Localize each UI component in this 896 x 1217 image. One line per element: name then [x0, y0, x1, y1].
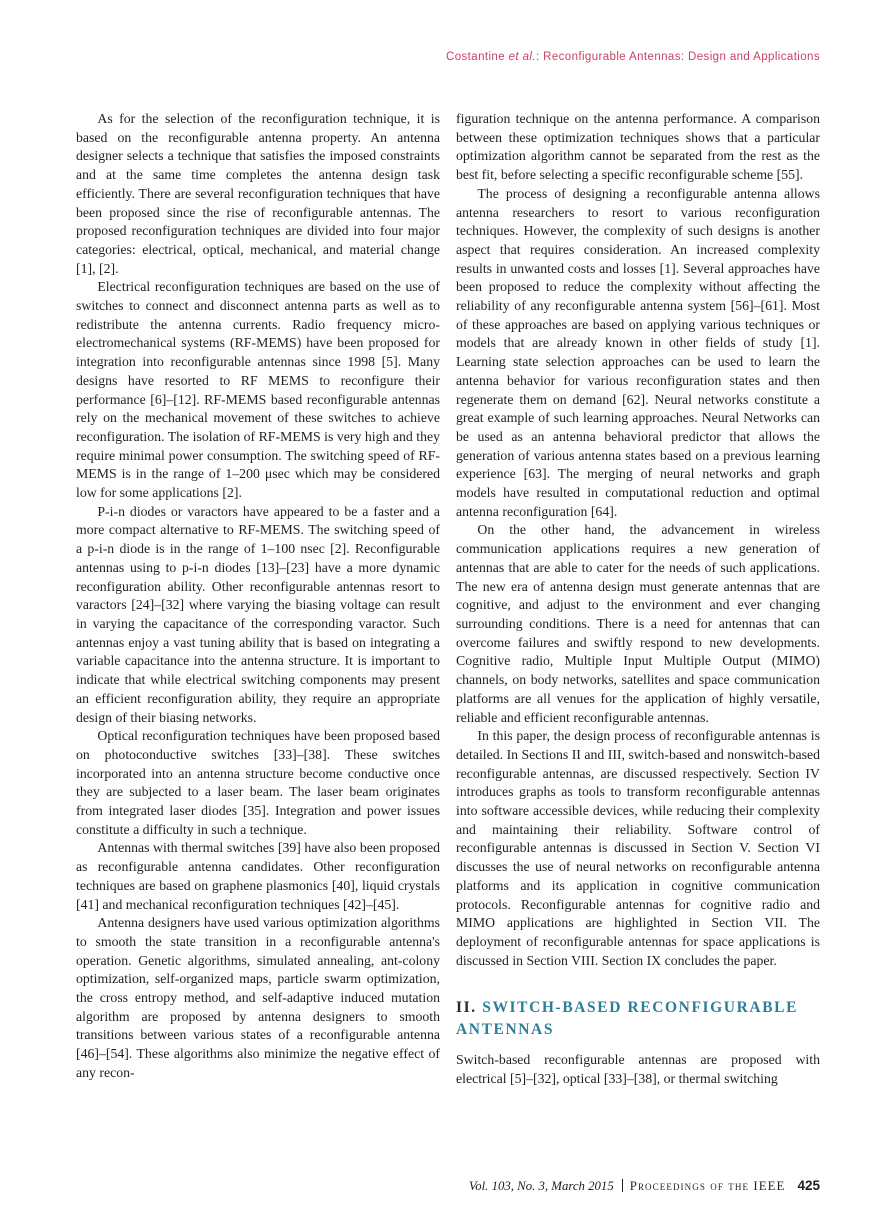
paragraph: Switch-based reconfigurable antennas are proposed with electrical [5]–[32], optical [33]–[38], or thermal switching: [456, 1052, 820, 1087]
paragraph: On the other hand, the advancement in wireless communication applications requires a new generation of antennas that are able to cater for the needs of such applications. The new era of antenna design must generate antennas that are cognitive, and adjust to the environment and ever changing surrounding conditions. There is a need for antennas that can overcome failures and swiftly respond to new developments. Cognitive radio, Multiple Input Multiple Output (MIMO) channels, on body networks, satellites and space communication platforms are all venues for the application of highly versatile, reliable and efficient reconfigurable antennas.: [456, 522, 820, 725]
section-number: II.: [456, 999, 483, 1017]
running-head-author: Costantine: [446, 51, 509, 63]
paragraph: figuration technique on the antenna performance. A comparison between these optimization techniques shows that a particular optimization algorithm cannot be separated from the rest as the best fit, before selecting a specific reconfigurable scheme [55].: [456, 111, 820, 183]
article-body: [76, 110, 820, 1089]
running-head-title: : Reconfigurable Antennas: Design and Applications: [535, 51, 820, 63]
paragraph: Optical reconfiguration techniques have been proposed based on photoconductive switches [33]–[38]. These switches incorporated into an antenna structure become conductive once they are subjected to a laser beam. The laser beam originates from integrated laser diodes [35]. Integration and power issues constitute a difficulty in such a technique.: [76, 728, 440, 837]
footer-volume-info: Vol. 103, No. 3, March 2015: [468, 1179, 614, 1193]
footer-journal-name: Proceedings of the IEEE: [629, 1179, 786, 1193]
paragraph: Antenna designers have used various optimization algorithms to smooth the state transition in a reconfigurable antenna's operation. Genetic algorithms, simulated annealing, ant-colony optimization, self-organized maps, particle swarm optimization, the cross entropy method, and self-adaptive induced mutation algorithm are proposed by antenna designers to smooth transitions between various states of a reconfigurable antenna [46]–[54]. These algorithms also minimize the negative effect of any recon-: [76, 915, 440, 1080]
section-title: SWITCH-BASED RECONFIGURABLE ANTENNAS: [456, 999, 799, 1038]
paragraph: As for the selection of the reconfiguration technique, it is based on the reconfigurable antenna property. An antenna designer selects a technique that satisfies the imposed constraints and at the same time completes the antenna design task efficiently. There are several reconfiguration techniques that have been proposed since the rise of reconfigurable antennas. The proposed reconfiguration techniques are divided into four major categories: electrical, optical, mechanical, and material change [1], [2].: [76, 111, 440, 276]
page-footer: [469, 1178, 820, 1194]
footer-divider: [622, 1179, 623, 1192]
paragraph: Antennas with thermal switches [39] have also been proposed as reconfigurable antenna candidates. Other reconfiguration techniques are based on graphene plasmonics [40], liquid crystals [41] and mechanical reconfiguration techniques [42]–[45].: [76, 840, 440, 912]
paragraph: The process of designing a reconfigurable antenna allows antenna researchers to resort to various reconfiguration techniques. However, the complexity of such designs is another aspect that requires consideration. An increased complexity results in unwanted costs and losses [1]. Several approaches have been proposed to reduce the complexity without affecting the reliability of any reconfigurable antenna system [56]–[61]. Most of these approaches are based on applying various techniques or models that are already known in other fields of study [1]. Learning state selection approaches can be used to learn the antenna behavior for various reconfiguration states and then regenerate them on demand [62]. Neural networks constitute a great example of such learning approaches. Neural Networks can be used as an antenna behavioral predictor that allows the generation of various antenna states based on a previous learning experience [63]. The merging of neural networks and graph models have resulted in computational reduction and optimal antenna reconfiguration [64].: [456, 185, 820, 519]
running-head-etal: et al.: [508, 51, 536, 63]
right-column: [456, 110, 820, 1089]
paragraph: In this paper, the design process of reconfigurable antennas is detailed. In Sections II and III, switch-based and nonswitch-based reconfigurable antennas, are discussed respectively. Section IV introduces graphs as tools to transform reconfigurable antennas into software accessible devices, while reducing their complexity and maintaining their reliability. Software control of reconfigurable antennas is discussed in Section V. Section VI discusses the use of neural networks on reconfigurable antenna platforms and its application in cognitive communication protocols. Reconfigurable antennas for cognitive radio and MIMO applications are highlighted in Section VII. The deployment of reconfigurable antennas for space applications is discussed in Section VIII. Section IX concludes the paper.: [456, 728, 820, 968]
paragraph: P-i-n diodes or varactors have appeared to be a faster and a more compact alternative to RF-MEMS. The switching speed of a p-i-n diode is in the range of 1–100 nsec [2]. Reconfigurable antennas using to p-i-n diodes [13]–[23] have a more dynamic reconfiguration ability. Other reconfigurable antennas resort to varactors [24]–[32] where varying the biasing voltage can result in varying the capacitance of the corresponding varactor. Such antennas enjoy a vast tuning ability that is based on integrating a variable capacitance into the antenna structure. It is important to indicate that while electrical switching components may present an efficient reconfiguration ability, they require an appropriate design of their biasing networks.: [76, 503, 440, 725]
footer-page-number: 425: [797, 1178, 820, 1193]
section-heading: [456, 997, 820, 1040]
paragraph: Electrical reconfiguration techniques are based on the use of switches to connect and disconnect antenna parts as well as to redistribute the antenna currents. Radio frequency micro-electromechanical systems (RF-MEMS) have been proposed for integration into reconfigurable antennas since 1998 [5]. Many designs have resorted to RF MEMS to reconfigure their performance [6]–[12]. RF-MEMS based reconfigurable antennas rely on the mechanical movement of these switches to achieve reconfiguration. The isolation of RF-MEMS is very high and they require minimal power consumption. The switching speed of RF-MEMS is in the range of 1–200 μsec which may be considered low for some applications [2].: [76, 279, 440, 501]
left-column: [76, 110, 440, 1089]
running-head: [446, 51, 820, 63]
